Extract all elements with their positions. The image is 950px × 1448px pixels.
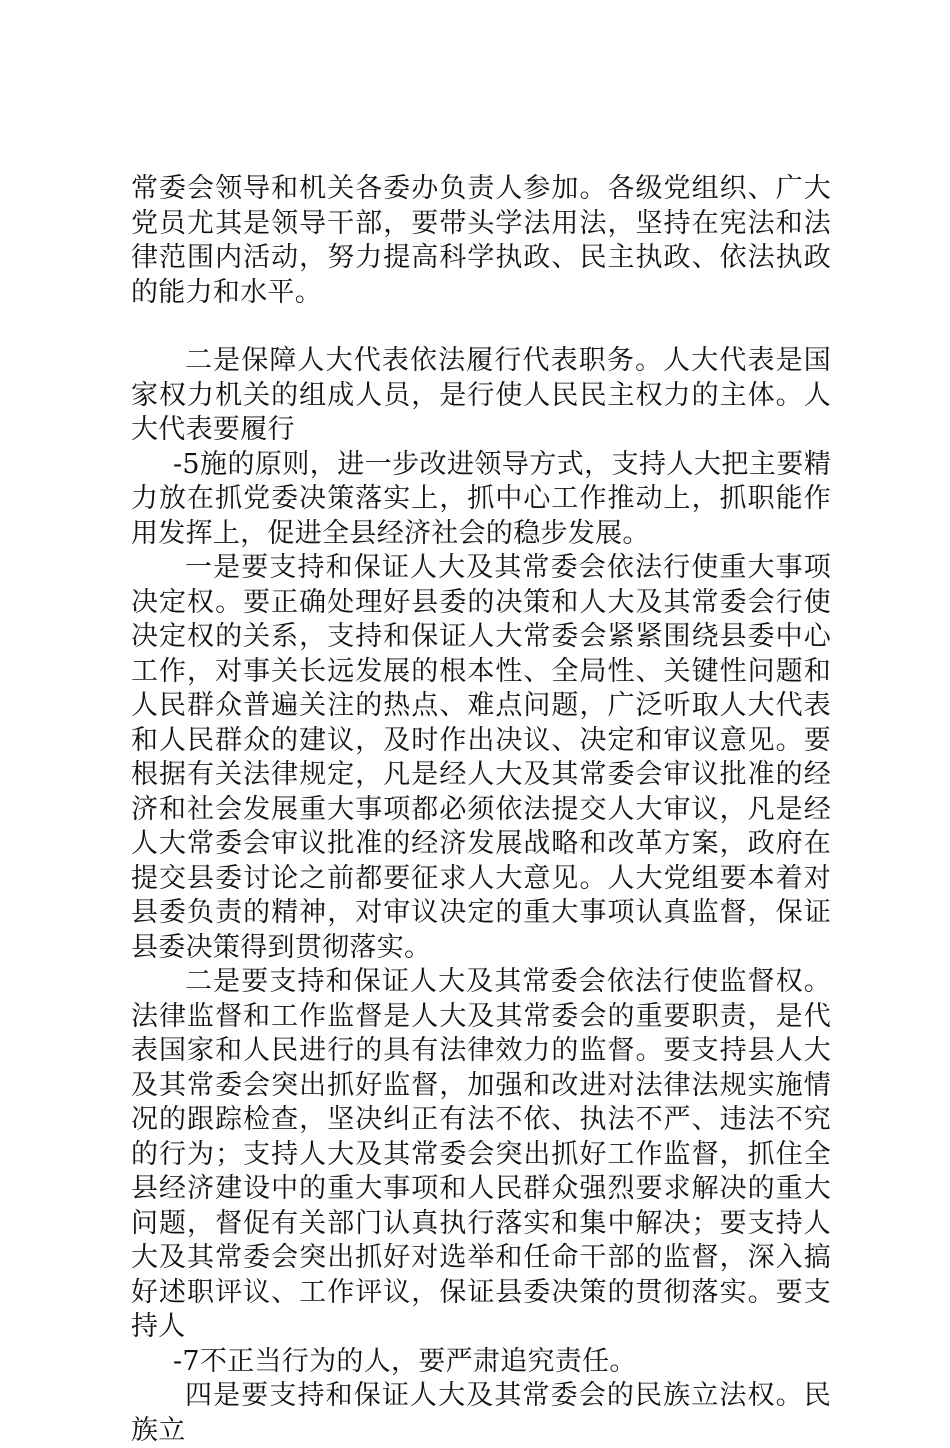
document-body xyxy=(131,172,831,1448)
paragraph-3: -5施的原则，进一步改进领导方式，支持人大把主要精力放在抓党委决策落实上，抓中心工作推动上，抓职能作用发挥上，促进全县经济社会的稳步发展。 xyxy=(131,448,831,549)
paragraph-6: -7不正当行为的人，要严肃追究责任。 xyxy=(173,1345,637,1377)
paragraph-5: 二是要支持和保证人大及其常委会依法行使监督权。法律监督和工作监督是人大及其常委会的重要职责，是代表国家和人民进行的具有法律效力的监督。要支持县人大及其常委会突出抓好监督，加强和改进对法律法规实施情况的跟踪检查，坚决纠正有法不依、执法不严、违法不究的行为；支持人大及其常委会突出抓好工作监督，抓住全县经济建设中的重大事项和人民群众强烈要求解决的重大问题，督促有关部门认真执行落实和集中解决；要支持人大及其常委会突出抓好对选举和任命干部的监督，深入搞好述职评议、工作评议，保证县委决策的贯彻落实。要支持人 xyxy=(131,966,831,1342)
paragraph-1: 常委会领导和机关各委办负责人参加。各级党组织、广大党员尤其是领导干部，要带头学法用法，坚持在宪法和法律范围内活动，努力提高科学执政、民主执政、依法执政的能力和水平。 xyxy=(131,173,831,308)
paragraph-4: 一是要支持和保证人大及其常委会依法行使重大事项决定权。要正确处理好县委的决策和人大及其常委会行使决定权的关系，支持和保证人大常委会紧紧围绕县委中心工作，对事关长远发展的根本性、全局性、关键性问题和人民群众普遍关注的热点、难点问题，广泛听取人大代表和人民群众的建议，及时作出决议、决定和审议意见。要根据有关法律规定，凡是经人大及其常委会审议批准的经济和社会发展重大事项都必须依法提交人大审议，凡是经人大常委会审议批准的经济发展战略和改革方案，政府在提交县委讨论之前都要征求人大意见。人大党组要本着对县委负责的精神，对审议决定的重大事项认真监督，保证县委决策得到贯彻落实。 xyxy=(131,552,831,963)
paragraph-7: 四是要支持和保证人大及其常委会的民族立法权。民族立 xyxy=(131,1380,831,1446)
paragraph-2: 二是保障人大代表依法履行代表职务。人大代表是国家权力机关的组成人员，是行使人民民主权力的主体。人大代表要履行 xyxy=(131,345,831,445)
